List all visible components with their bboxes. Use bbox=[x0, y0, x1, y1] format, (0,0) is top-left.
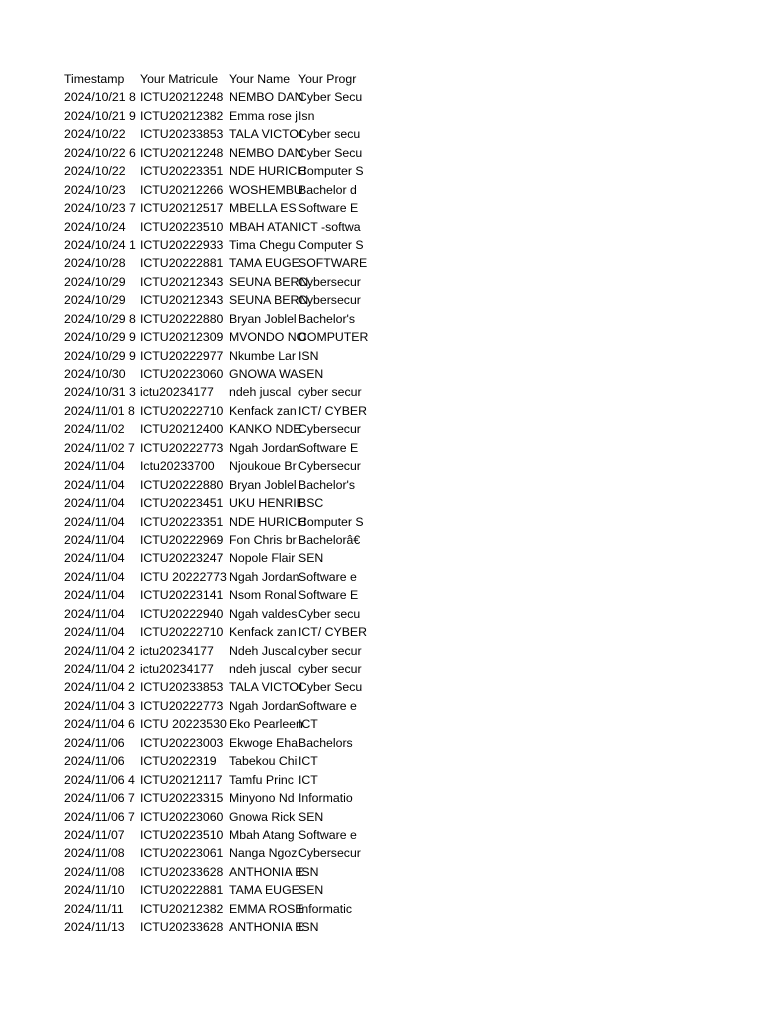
name-cell: SEUNA BERN bbox=[229, 293, 309, 308]
timestamp-cell: 2024/11/08 bbox=[64, 846, 125, 861]
timestamp-cell: 2024/11/02 7 bbox=[64, 440, 135, 455]
table-row bbox=[64, 88, 364, 106]
name-cell: Nkumbe Lar bbox=[229, 348, 296, 363]
timestamp-cell: 2024/11/01 8 bbox=[64, 403, 135, 418]
timestamp-cell: 2024/10/23 7 bbox=[64, 201, 136, 216]
table-row bbox=[64, 383, 364, 401]
name-cell: NEMBO DAN bbox=[229, 90, 304, 105]
program-cell: Software E bbox=[298, 588, 359, 603]
program-cell: ICT bbox=[298, 717, 318, 732]
timestamp-cell: 2024/11/04 bbox=[64, 532, 125, 547]
matricule-cell: ICTU20233853 bbox=[140, 127, 224, 142]
matricule-cell: ICTU 20222773 bbox=[140, 569, 227, 584]
timestamp-cell: 2024/11/07 bbox=[64, 827, 125, 842]
program-cell: Bachelor d bbox=[298, 182, 357, 197]
program-cell: Computer S bbox=[298, 164, 364, 179]
table-row bbox=[64, 181, 364, 199]
program-cell: Cyber secu bbox=[298, 127, 361, 142]
timestamp-cell: 2024/10/30 bbox=[64, 367, 126, 381]
table-row bbox=[64, 549, 364, 567]
name-cell: MVONDO NO bbox=[229, 330, 307, 345]
name-cell: Ngah Jordan bbox=[229, 698, 300, 713]
table-row bbox=[64, 347, 364, 365]
timestamp-cell: 2024/11/06 4 bbox=[64, 772, 135, 787]
table-row bbox=[64, 918, 364, 936]
name-cell: ndeh juscal bbox=[229, 662, 292, 676]
program-cell: Bachelor's bbox=[298, 477, 356, 492]
name-cell: Ndeh Juscal bbox=[229, 643, 297, 658]
program-cell: Cybersecur bbox=[298, 846, 361, 861]
header-matricule: Your Matricule bbox=[140, 72, 219, 86]
matricule-cell: ICTU20223061 bbox=[140, 846, 224, 861]
matricule-cell: ICTU20212517 bbox=[140, 201, 224, 216]
matricule-cell: ICTU20222773 bbox=[140, 698, 224, 713]
name-cell: Fon Chris br bbox=[229, 532, 297, 547]
timestamp-cell: 2024/10/29 8 bbox=[64, 311, 136, 326]
timestamp-cell: 2024/11/04 6 bbox=[64, 717, 135, 732]
timestamp-cell: 2024/10/21 9 bbox=[64, 108, 136, 123]
program-cell: Cybersecur bbox=[298, 274, 361, 289]
program-cell: Software E bbox=[298, 440, 359, 455]
timestamp-cell: 2024/10/23 bbox=[64, 182, 126, 197]
timestamp-cell: 2024/11/04 bbox=[64, 606, 125, 621]
name-cell: UKU HENRIE bbox=[229, 496, 305, 511]
table-row bbox=[64, 642, 364, 660]
matricule-cell: ICTU20223315 bbox=[140, 791, 224, 806]
header-program: Your Progr bbox=[298, 72, 357, 86]
timestamp-cell: 2024/11/06 bbox=[64, 735, 125, 750]
name-cell: SEUNA BERN bbox=[229, 274, 309, 289]
matricule-cell: ICTU20233628 bbox=[140, 864, 224, 879]
timestamp-cell: 2024/11/08 bbox=[64, 864, 125, 879]
matricule-cell: ICTU20222710 bbox=[140, 403, 224, 418]
spreadsheet-table bbox=[64, 70, 369, 937]
program-cell: COMPUTER bbox=[298, 330, 369, 345]
name-cell: Tabekou Chi bbox=[229, 754, 298, 769]
program-cell: SEN bbox=[298, 883, 324, 898]
timestamp-cell: 2024/11/04 bbox=[64, 514, 125, 529]
program-cell: Cybersecur bbox=[298, 293, 361, 308]
name-cell: Minyono Nd bbox=[229, 791, 295, 806]
program-cell: Informatic bbox=[298, 901, 352, 916]
name-cell: MBELLA ES bbox=[229, 201, 297, 216]
name-cell: ANTHONIA E bbox=[229, 920, 304, 935]
name-cell: ndeh juscal bbox=[229, 385, 292, 400]
program-cell: Cybersecur bbox=[298, 422, 361, 437]
name-cell: Ngah valdes bbox=[229, 606, 298, 621]
timestamp-cell: 2024/10/22 6 bbox=[64, 145, 136, 160]
timestamp-cell: 2024/11/04 bbox=[64, 551, 125, 566]
program-cell: ISN bbox=[298, 348, 319, 363]
timestamp-cell: 2024/11/06 bbox=[64, 754, 125, 769]
table-row bbox=[64, 826, 364, 844]
name-cell: WOSHEMBU bbox=[229, 182, 303, 197]
program-cell: SEN bbox=[298, 367, 324, 381]
timestamp-cell: 2024/11/04 bbox=[64, 588, 125, 603]
header-name: Your Name bbox=[229, 72, 291, 86]
matricule-cell: ICTU20222969 bbox=[140, 532, 224, 547]
matricule-cell: ICTU20233628 bbox=[140, 920, 224, 935]
matricule-cell: ICTU2022319 bbox=[140, 754, 217, 769]
matricule-cell: ICTU20223451 bbox=[140, 496, 224, 511]
timestamp-cell: 2024/10/28 bbox=[64, 256, 126, 271]
table-row bbox=[64, 568, 364, 586]
table-row bbox=[64, 586, 364, 604]
name-cell: Kenfack zan bbox=[229, 625, 297, 640]
table-row bbox=[64, 420, 364, 438]
timestamp-cell: 2024/10/21 8 bbox=[64, 90, 136, 105]
table-row bbox=[64, 457, 364, 475]
program-cell: ICT/ CYBER bbox=[298, 403, 368, 418]
matricule-cell: ICTU20223060 bbox=[140, 809, 224, 824]
program-cell: ICT/ CYBER bbox=[298, 625, 368, 640]
matricule-cell: ICTU20212309 bbox=[140, 330, 224, 345]
name-cell: Tima Chegu bbox=[229, 237, 296, 252]
name-cell: Ngah Jordan bbox=[229, 569, 300, 584]
table-row bbox=[64, 199, 364, 217]
timestamp-cell: 2024/11/13 bbox=[64, 920, 125, 935]
table-row bbox=[64, 715, 364, 733]
table-row bbox=[64, 365, 364, 383]
matricule-cell: ICTU20223247 bbox=[140, 551, 224, 566]
name-cell: TAMA EUGE bbox=[229, 883, 300, 898]
program-cell: Software e bbox=[298, 569, 357, 584]
matricule-cell: ictu20234177 bbox=[140, 385, 214, 400]
timestamp-cell: 2024/10/24 1 bbox=[64, 237, 136, 252]
program-cell: SEN bbox=[298, 551, 324, 566]
table-row bbox=[64, 291, 364, 309]
table-row bbox=[64, 439, 364, 457]
name-cell: Bryan Joblel bbox=[229, 311, 297, 326]
matricule-cell: ICTU20212382 bbox=[140, 108, 224, 123]
table-row bbox=[64, 273, 364, 291]
timestamp-cell: 2024/11/04 2 bbox=[64, 662, 135, 676]
timestamp-cell: 2024/11/04 2 bbox=[64, 643, 135, 658]
program-cell: BSC bbox=[298, 496, 324, 511]
matricule-cell: ICTU20222880 bbox=[140, 311, 224, 326]
name-cell: Ekwoge Eha bbox=[229, 735, 299, 750]
program-cell: Software e bbox=[298, 698, 357, 713]
matricule-cell: ICTU20212400 bbox=[140, 422, 224, 437]
program-cell: Bachelors bbox=[298, 735, 353, 750]
timestamp-cell: 2024/10/24 bbox=[64, 219, 126, 234]
matricule-cell: ICTU20222933 bbox=[140, 237, 224, 252]
program-cell: ISN bbox=[298, 920, 319, 935]
timestamp-cell: 2024/11/04 2 bbox=[64, 680, 135, 695]
timestamp-cell: 2024/11/02 bbox=[64, 422, 125, 437]
timestamp-cell: 2024/11/04 bbox=[64, 477, 125, 492]
program-cell: ICT bbox=[298, 754, 318, 769]
name-cell: Eko Pearleen bbox=[229, 717, 303, 732]
program-cell: Software E bbox=[298, 201, 359, 216]
header-row bbox=[64, 70, 364, 88]
table-row bbox=[64, 623, 368, 641]
name-cell: TALA VICTOI bbox=[229, 127, 303, 142]
table-row bbox=[64, 789, 364, 807]
program-cell: Cyber secu bbox=[298, 606, 361, 621]
matricule-cell: ICTU20233853 bbox=[140, 680, 224, 695]
table-row bbox=[64, 107, 364, 125]
matricule-cell: ICTU20223351 bbox=[140, 514, 224, 529]
matricule-cell: ICTU20223060 bbox=[140, 367, 224, 381]
table-row bbox=[64, 236, 364, 254]
timestamp-cell: 2024/11/10 bbox=[64, 883, 125, 898]
table-row bbox=[64, 328, 369, 346]
table-row bbox=[64, 402, 368, 420]
program-cell: Computer S bbox=[298, 514, 364, 529]
name-cell: TAMA EUGE bbox=[229, 256, 300, 271]
matricule-cell: ICTU 20223530 bbox=[140, 717, 227, 732]
matricule-cell: ICTU20212248 bbox=[140, 145, 224, 160]
timestamp-cell: 2024/11/04 bbox=[64, 496, 125, 511]
matricule-cell: ICTU20212266 bbox=[140, 182, 224, 197]
name-cell: Njoukoue Br bbox=[229, 459, 297, 474]
matricule-cell: ICTU20222881 bbox=[140, 883, 224, 898]
timestamp-cell: 2024/10/22 bbox=[64, 127, 126, 142]
table-row bbox=[64, 162, 364, 180]
table-row bbox=[64, 125, 364, 143]
matricule-cell: ICTU20222710 bbox=[140, 625, 224, 640]
matricule-cell: ICTU20222940 bbox=[140, 606, 224, 621]
program-cell: Bachelorâ€ bbox=[298, 532, 361, 547]
table-row bbox=[64, 513, 364, 531]
matricule-cell: ICTU20212117 bbox=[140, 772, 223, 787]
program-cell: Computer S bbox=[298, 237, 364, 252]
timestamp-cell: 2024/11/06 7 bbox=[64, 809, 135, 824]
timestamp-cell: 2024/10/29 bbox=[64, 274, 126, 289]
program-cell: Cyber Secu bbox=[298, 90, 363, 105]
name-cell: Nopole Flair bbox=[229, 551, 296, 566]
matricule-cell: ICTU20223141 bbox=[140, 588, 224, 603]
table-row bbox=[64, 310, 364, 328]
program-cell: ICT -softwa bbox=[298, 219, 361, 234]
table-row bbox=[64, 808, 364, 826]
program-cell: Cyber Secu bbox=[298, 680, 363, 695]
table-body bbox=[64, 88, 369, 936]
program-cell: Cybersecur bbox=[298, 459, 361, 474]
timestamp-cell: 2024/10/22 bbox=[64, 164, 126, 179]
program-cell: cyber secur bbox=[298, 643, 362, 658]
matricule-cell: ICTU20222881 bbox=[140, 256, 224, 271]
timestamp-cell: 2024/10/29 bbox=[64, 293, 126, 308]
name-cell: TALA VICTOI bbox=[229, 680, 303, 695]
program-cell: ISN bbox=[298, 864, 319, 879]
program-cell: ICT bbox=[298, 772, 318, 787]
program-cell: SEN bbox=[298, 809, 324, 824]
table-row bbox=[64, 863, 364, 881]
name-cell: Bryan Joblel bbox=[229, 477, 297, 492]
program-cell: Bachelor's bbox=[298, 311, 356, 326]
header-timestamp: Timestamp bbox=[64, 72, 125, 86]
table-row bbox=[64, 752, 364, 770]
name-cell: EMMA ROSE bbox=[229, 901, 304, 916]
timestamp-cell: 2024/11/04 bbox=[64, 625, 125, 640]
name-cell: Nsom Ronal bbox=[229, 588, 297, 603]
table-row bbox=[64, 218, 364, 236]
name-cell: GNOWA WA bbox=[229, 367, 299, 381]
name-cell: Kenfack zan bbox=[229, 403, 297, 418]
table-row bbox=[64, 734, 364, 752]
matricule-cell: ICTU20212343 bbox=[140, 293, 224, 308]
timestamp-cell: 2024/10/29 9 bbox=[64, 330, 136, 345]
matricule-cell: ICTU20223510 bbox=[140, 827, 224, 842]
program-cell: Informatio bbox=[298, 791, 353, 806]
program-cell: cyber secur bbox=[298, 385, 362, 400]
table-row bbox=[64, 605, 364, 623]
table-row bbox=[64, 900, 364, 918]
matricule-cell: ICTU20223510 bbox=[140, 219, 224, 234]
timestamp-cell: 2024/10/29 9 bbox=[64, 348, 136, 363]
matricule-cell: ICTU20212343 bbox=[140, 274, 224, 289]
matricule-cell: ICTU20223003 bbox=[140, 735, 224, 750]
program-cell: Cyber Secu bbox=[298, 145, 363, 160]
table-row bbox=[64, 494, 364, 512]
table-row bbox=[64, 844, 364, 862]
matricule-cell: Ictu20233700 bbox=[140, 459, 215, 474]
name-cell: Emma rose j bbox=[229, 108, 299, 123]
name-cell: ANTHONIA E bbox=[229, 864, 304, 879]
timestamp-cell: 2024/11/04 bbox=[64, 459, 125, 474]
timestamp-cell: 2024/11/04 bbox=[64, 569, 125, 584]
timestamp-cell: 2024/10/31 3 bbox=[64, 385, 136, 400]
program-cell: cyber secur bbox=[298, 662, 362, 676]
name-cell: NDE HURICH bbox=[229, 514, 307, 529]
name-cell: NEMBO DAN bbox=[229, 145, 304, 160]
table-row bbox=[64, 771, 364, 789]
table-row bbox=[64, 678, 364, 696]
program-cell: Software e bbox=[298, 827, 357, 842]
table-row bbox=[64, 697, 364, 715]
program-cell: Isn bbox=[298, 108, 315, 123]
matricule-cell: ICTU20222773 bbox=[140, 440, 224, 455]
name-cell: Gnowa Rick bbox=[229, 809, 296, 824]
name-cell: Tamfu Princ bbox=[229, 772, 294, 787]
table-row bbox=[64, 144, 364, 162]
timestamp-cell: 2024/11/06 7 bbox=[64, 791, 135, 806]
matricule-cell: ICTU20223351 bbox=[140, 164, 224, 179]
timestamp-cell: 2024/11/11 bbox=[64, 901, 124, 916]
matricule-cell: ictu20234177 bbox=[140, 662, 214, 676]
timestamp-cell: 2024/11/04 3 bbox=[64, 698, 135, 713]
name-cell: Nanga Ngoz bbox=[229, 846, 298, 861]
matricule-cell: ICTU20222977 bbox=[140, 348, 224, 363]
name-cell: NDE HURICH bbox=[229, 164, 307, 179]
name-cell: Ngah Jordan bbox=[229, 440, 300, 455]
table-row bbox=[64, 531, 364, 549]
matricule-cell: ICTU20222880 bbox=[140, 477, 224, 492]
name-cell: MBAH ATAN bbox=[229, 219, 299, 234]
name-cell: Mbah Atang bbox=[229, 827, 295, 842]
name-cell: KANKO NDE bbox=[229, 422, 302, 437]
matricule-cell: ictu20234177 bbox=[140, 643, 214, 658]
table-row bbox=[64, 660, 364, 678]
matricule-cell: ICTU20212248 bbox=[140, 90, 224, 105]
table-row bbox=[64, 254, 368, 272]
matricule-cell: ICTU20212382 bbox=[140, 901, 224, 916]
program-cell: SOFTWARE bbox=[298, 256, 368, 271]
table-row bbox=[64, 881, 364, 899]
table-row bbox=[64, 476, 364, 494]
